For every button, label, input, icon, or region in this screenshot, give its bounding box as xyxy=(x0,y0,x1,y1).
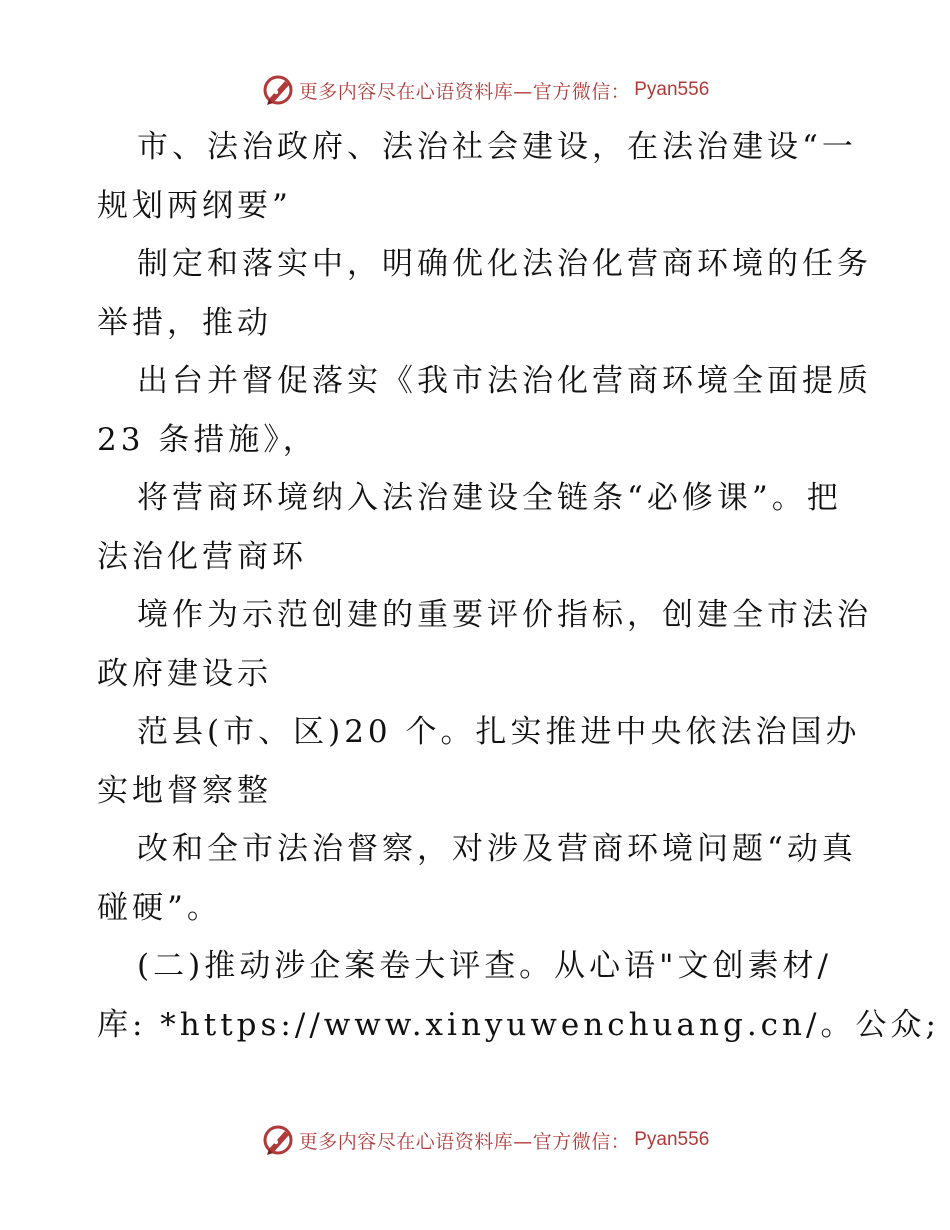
document-line: 规划两纲要” xyxy=(97,187,292,224)
document-line: 实地督察整 xyxy=(97,772,272,809)
footer-brand-text: 更多内容尽在心语资料库—官方微信： xyxy=(298,1130,631,1153)
document-line: 法治化营商环 xyxy=(97,538,307,575)
document-line: 23 条措施》， xyxy=(97,421,318,458)
header-banner-inner xyxy=(261,73,710,107)
footer-watermark-banner xyxy=(0,1120,950,1160)
document-line: 库: *https://www.xinyuwenchuang.cn/。公众; xyxy=(97,1006,940,1043)
header-brand-text: 更多内容尽在心语资料库—官方微信： xyxy=(298,80,631,103)
document-line: 出台并督促落实《我市法治化营商环境全面提质 xyxy=(137,363,872,399)
document-line: 碰硬”。 xyxy=(97,889,222,926)
header-wechat-id: Pyan556 xyxy=(634,79,710,100)
document-line: 政府建设示 xyxy=(97,655,272,692)
document-line: 改和全市法治督察，对涉及营商环境问题“动真 xyxy=(137,831,857,867)
footer-wechat-id: Pyan556 xyxy=(634,1129,710,1150)
pen-circle-logo-icon xyxy=(261,1123,295,1157)
document-line: 范县(市、区)20 个。扎实推进中央依法治国办 xyxy=(137,714,861,750)
pen-circle-logo-icon xyxy=(261,73,295,107)
document-line: 市、法治政府、法治社会建设，在法治建设“一 xyxy=(137,129,857,165)
document-line: 制定和落实中，明确优化法治化营商环境的任务 xyxy=(137,246,872,282)
document-line: (二)推动涉企案卷大评查。从心语"文创素材/ xyxy=(137,948,832,984)
header-watermark-banner xyxy=(0,70,950,110)
footer-banner-inner xyxy=(261,1123,710,1157)
document-line: 境作为示范创建的重要评价指标，创建全市法治 xyxy=(137,597,872,633)
document-line: 将营商环境纳入法治建设全链条“必修课”。把 xyxy=(137,480,842,516)
document-line: 举措，推动 xyxy=(97,304,272,341)
document-body xyxy=(97,118,940,1054)
